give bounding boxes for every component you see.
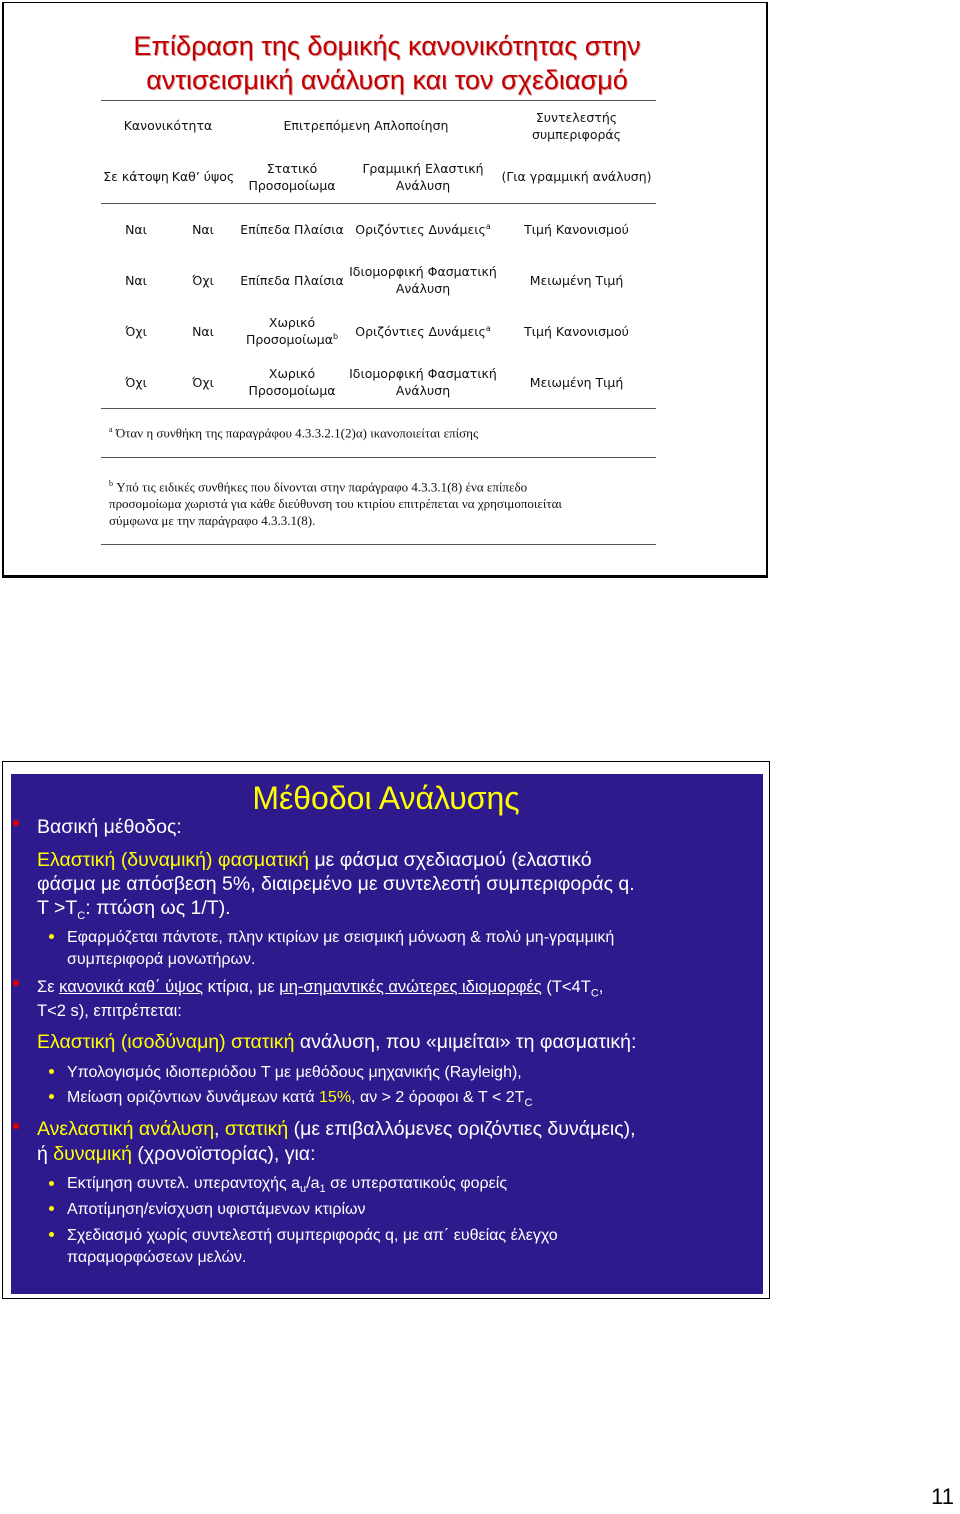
cell-analysis: Οριζόντιες Δυνάμεις$^a$ — [355, 221, 491, 237]
cell-behaviour-factor: Μειωμένη Τιμή — [529, 272, 624, 288]
regularity-table — [101, 100, 656, 409]
regular-buildings-line2: T<2 s), επιτρέπεται: — [37, 1002, 182, 1020]
header-regularity: Κανονικότητα — [101, 101, 235, 151]
cell-height: Όχι — [192, 272, 214, 288]
slide-regularity — [2, 2, 768, 578]
cell-height: Ναι — [192, 323, 214, 339]
slide-title-line2: αντισεισμική ανάλυση και τον σχεδιασμό — [146, 65, 628, 95]
footnote-bottom-rule — [101, 544, 656, 545]
cell-model: Χωρικό Προσομοίωμα — [235, 357, 349, 409]
slide-title-line1: Επίδραση της δομικής κανονικότητας στην — [133, 31, 641, 61]
sub-bullet-icon — [49, 1181, 54, 1186]
table-row — [101, 357, 656, 409]
cell-behaviour-factor: Τιμή Κανονισμού — [524, 323, 629, 339]
cell-analysis: Ιδιομορφική Φασματική Ανάλυση — [349, 264, 497, 296]
sub-bullet-icon — [49, 934, 54, 939]
sub-bullet-icon — [49, 1206, 54, 1211]
equivalent-static-line: Ελαστική (ισοδύναμη) στατική ανάλυση, που «μιμείται» τη φασματική: — [37, 1031, 637, 1053]
slide-title: Μέθοδοι Ανάλυσης — [252, 780, 520, 816]
table-subheader-row — [101, 151, 656, 204]
table-row — [101, 204, 656, 255]
header-linear-analysis: Γραμμική Ελαστική Ανάλυση — [349, 151, 497, 204]
assessment-line: Αποτίμηση/ενίσχυση υφιστάμενων κτιρίων — [67, 1201, 366, 1218]
design-without-q-line1: Σχεδιασμό χωρίς συντελεστή συμπεριφοράς q, με απ΄ ευθείας έλεγχο — [67, 1227, 558, 1244]
footnote-a: $^a$ Όταν η συνθήκη της παραγράφου 4.3.3.2.1(2)α) ικανοποιείται επίσης — [109, 425, 479, 441]
cell-plan: Όχι — [101, 357, 171, 409]
header-in-plan: Σε κάτοψη — [101, 151, 171, 204]
force-reduction-line: Μείωση οριζόντιων δυνάμεων κατά 15%, αν > 2 όροφοι & $T < 2T_C$ — [67, 1089, 533, 1110]
header-behaviour-factor: Συντελεστής συμπεριφοράς — [497, 101, 656, 151]
cell-model: Επίπεδα Πλαίσια — [240, 272, 344, 288]
inelastic-analysis-line1: Ανελαστική ανάλυση, στατική (με επιβαλλόμενες οριζόντιες δυνάμεις), — [37, 1118, 636, 1140]
basic-method-line3: $T >T_C$: πτώση ως 1/T). — [37, 897, 231, 922]
cell-plan: Ναι — [125, 221, 147, 237]
cell-behaviour-factor: Τιμή Κανονισμού — [524, 221, 629, 237]
cell-height: Ναι — [192, 221, 214, 237]
overstrength-line: Εκτίμηση συντελ. υπεραντοχής $a_u/a_1$ σε υπερστατικούς φορείς — [67, 1175, 508, 1196]
cell-model: Χωρικό Προσομοίωμα$^b$ — [245, 315, 339, 347]
period-estimation-line: Υπολογισμός ιδιοπεριόδου T με μεθόδους μηχανικής (Rayleigh), — [67, 1064, 522, 1081]
cell-plan: Ναι — [125, 272, 147, 288]
cell-model: Επίπεδα Πλαίσια — [240, 221, 344, 237]
footnote-b: $^b$ Υπό τις ειδικές συνθήκες που δίνονται στην παράγραφο 4.3.3.1(8) ένα επίπεδο προσομοίωμα χωριστά για κάθε διεύθυνση του κτιρίου επιτρέπεται να χρησιμοποιείται σύμφωνα με την παράγραφο 4.3.3.1(8). — [109, 479, 562, 529]
applicability-line2: συμπεριφορά μονωτήρων. — [67, 951, 256, 968]
regular-buildings-line1: Σε κανονικά καθ΄ ύψος κτίρια, με μη-σημαντικές ανώτερες ιδιομορφές ($T<4T_C$, — [37, 978, 604, 1000]
header-in-height: Καθ’ ύψος — [171, 151, 235, 204]
sub-bullet-icon — [49, 1094, 54, 1099]
applicability-line1: Εφαρμόζεται πάντοτε, πλην κτιρίων με σεισμική μόνωση & πολύ μη-γραμμική — [67, 929, 615, 946]
header-simplification: Επιτρεπόμενη Απλοποίηση — [235, 101, 497, 151]
cell-plan: Όχι — [125, 323, 147, 339]
table-header-row — [101, 101, 656, 151]
page-number: 11 — [931, 1484, 954, 1509]
header-for-linear-analysis: (Για γραμμική ανάλυση) — [497, 151, 656, 204]
footnote-divider — [101, 457, 656, 458]
sub-bullet-icon — [49, 1069, 54, 1074]
basic-method-label: Βασική μέθοδος: — [37, 816, 182, 838]
basic-method-line2: φάσμα με απόσβεση 5%, διαιρεμένο με συντελεστή συμπεριφοράς q. — [37, 873, 635, 895]
table-row — [101, 306, 656, 357]
sub-bullet-icon — [49, 1232, 54, 1237]
cell-behaviour-factor: Μειωμένη Τιμή — [497, 357, 656, 409]
cell-height: Όχι — [171, 357, 235, 409]
table-row — [101, 255, 656, 306]
inelastic-analysis-line2: ή δυναμική (χρονοϊστορίας), για: — [37, 1143, 316, 1165]
slide-analysis-methods — [2, 761, 770, 1299]
bullet-icon — [13, 1123, 19, 1129]
cell-analysis: Οριζόντιες Δυνάμεις$^a$ — [355, 323, 491, 339]
header-static-model: Στατικό Προσομοίωμα — [235, 151, 349, 204]
cell-analysis: Ιδιομορφική Φασματική Ανάλυση — [349, 357, 497, 409]
design-without-q-line2: παραμορφώσεων μελών. — [67, 1249, 247, 1266]
basic-method-line1: Ελαστική (δυναμική) φασματική με φάσμα σχεδιασμού (ελαστικό — [37, 849, 592, 871]
bullet-icon — [13, 980, 19, 986]
bullet-icon — [13, 820, 19, 826]
